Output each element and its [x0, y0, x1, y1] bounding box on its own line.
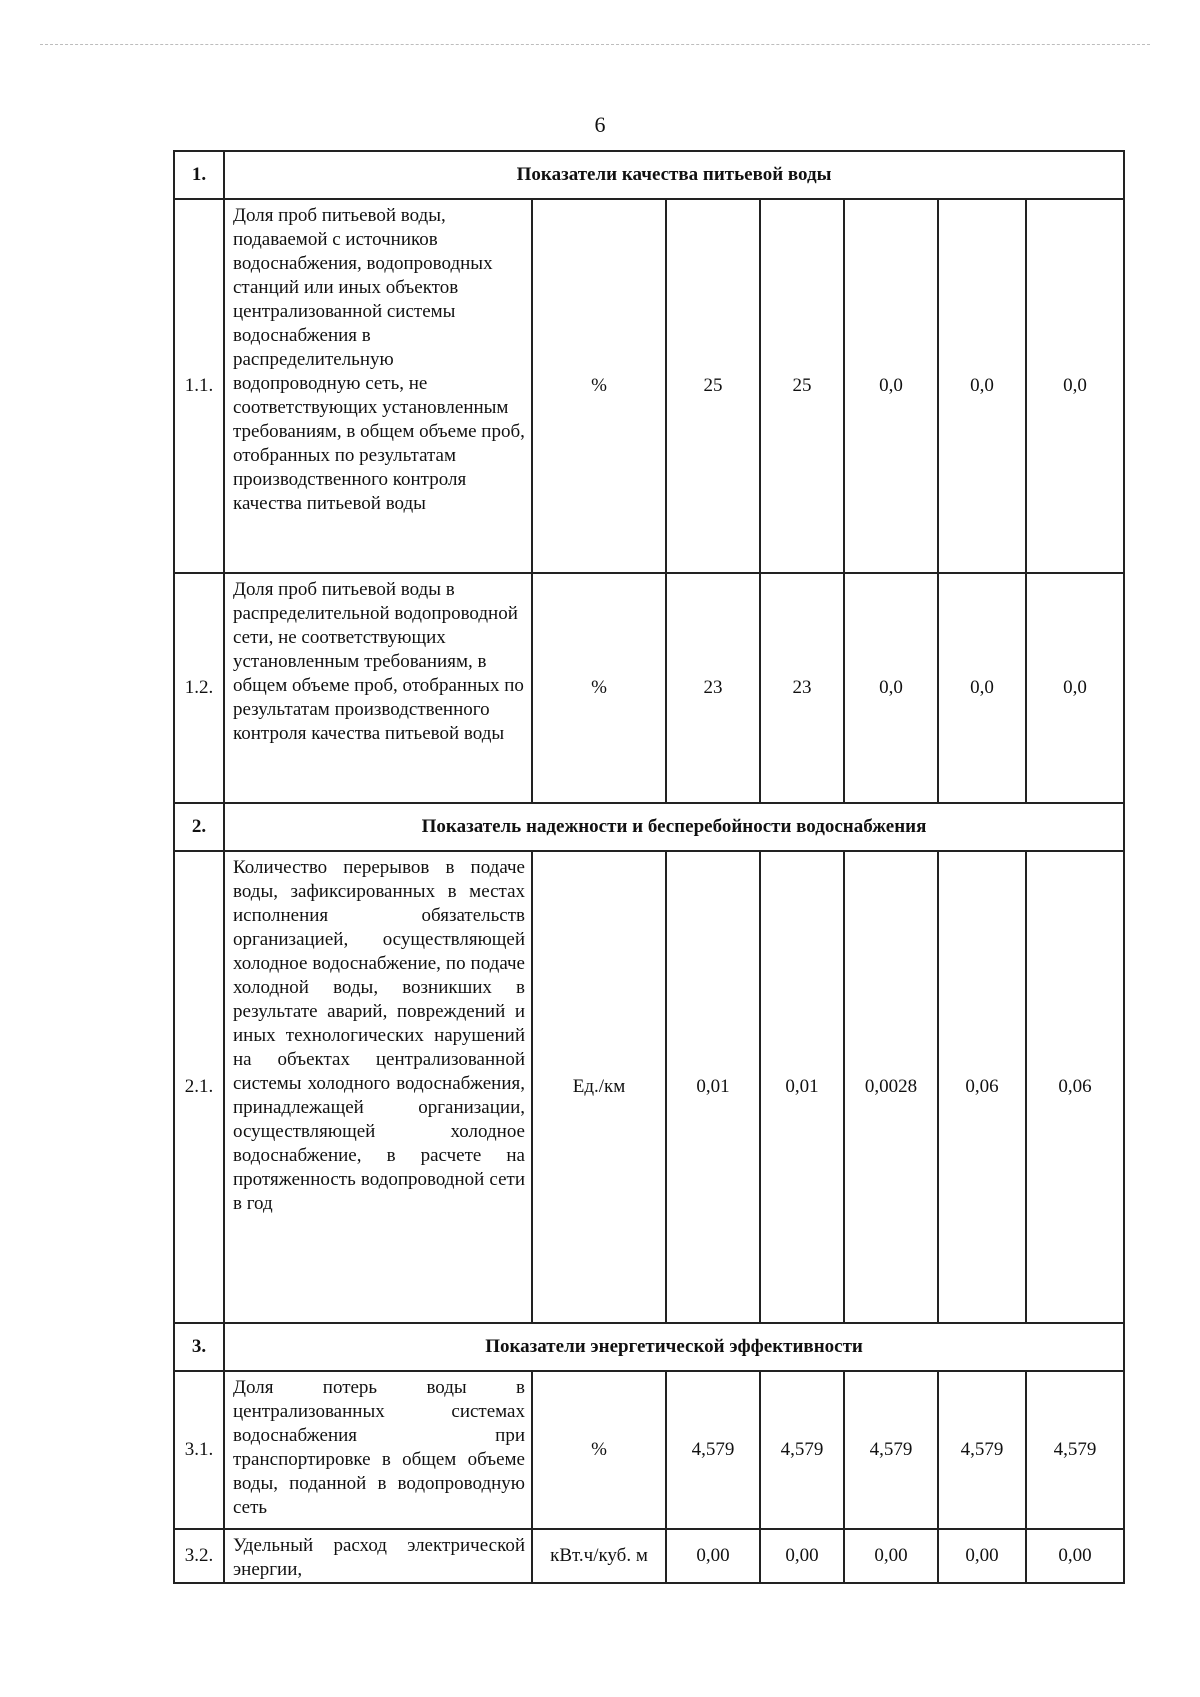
- value-cell: 0,01: [666, 851, 760, 1323]
- indicators-table: [173, 150, 1125, 1584]
- indicator-description: Количество перерывов в подаче воды, зафиксированных в местах исполнения обязательств организацией, осуществляющей холодное водоснабжение, по подаче холодной воды, возникших в результате аварий, повреждений и иных технологических нарушений на объектах централизованной системы холодного водоснабжения, принадлежащей организации, осуществляющей холодное водоснабжение, в расчете на протяженность водопроводной сети в год: [224, 851, 532, 1323]
- page-number: 6: [594, 112, 606, 137]
- value-cell: 23: [666, 573, 760, 803]
- row-number: 3.1.: [174, 1371, 224, 1529]
- value-cell: 0,06: [938, 851, 1026, 1323]
- section-row-water-quality: [174, 151, 1124, 199]
- value-cell: 0,00: [666, 1529, 760, 1583]
- value-cell: 4,579: [938, 1371, 1026, 1529]
- table-row: [174, 1371, 1124, 1529]
- table-row: [174, 573, 1124, 803]
- value-cell: 4,579: [844, 1371, 938, 1529]
- unit-cell: %: [532, 573, 666, 803]
- row-number: 1.2.: [174, 573, 224, 803]
- row-number: 1.1.: [174, 199, 224, 573]
- section-title: Показатели энергетической эффективности: [224, 1323, 1124, 1371]
- section-number: 3.: [174, 1323, 224, 1371]
- section-row-energy-efficiency: [174, 1323, 1124, 1371]
- value-cell: 0,00: [938, 1529, 1026, 1583]
- indicator-description: Доля проб питьевой воды в распределительной водопроводной сети, не соответствующих установленным требованиям, в общем объеме проб, отобранных по результатам производственного контроля качества питьевой воды: [224, 573, 532, 803]
- indicator-description: Доля проб питьевой воды, подаваемой с источников водоснабжения, водопроводных станций или иных объектов централизованной системы водоснабжения в распределительную водопроводную сеть, не соответствующих установленным требованиям, в общем объеме проб, отобранных по результатам производственного контроля качества питьевой воды: [224, 199, 532, 573]
- indicator-description: Удельный расход электрической энергии,: [224, 1529, 532, 1583]
- row-number: 3.2.: [174, 1529, 224, 1583]
- value-cell: 23: [760, 573, 844, 803]
- value-cell: 25: [666, 199, 760, 573]
- value-cell: 0,0: [938, 199, 1026, 573]
- value-cell: 4,579: [666, 1371, 760, 1529]
- value-cell: 0,0: [1026, 199, 1124, 573]
- value-cell: 0,0028: [844, 851, 938, 1323]
- section-number: 2.: [174, 803, 224, 851]
- unit-cell: кВт.ч/куб. м: [532, 1529, 666, 1583]
- row-number: 2.1.: [174, 851, 224, 1323]
- indicator-description: Доля потерь воды в централизованных системах водоснабжения при транспортировке в общем объеме воды, поданной в водопроводную сеть: [224, 1371, 532, 1529]
- value-cell: 4,579: [760, 1371, 844, 1529]
- table-row: [174, 851, 1124, 1323]
- section-row-reliability: [174, 803, 1124, 851]
- value-cell: 0,0: [844, 199, 938, 573]
- section-title: Показатель надежности и бесперебойности водоснабжения: [224, 803, 1124, 851]
- value-cell: 0,0: [938, 573, 1026, 803]
- value-cell: 0,00: [1026, 1529, 1124, 1583]
- unit-cell: Ед./км: [532, 851, 666, 1323]
- value-cell: 0,0: [1026, 573, 1124, 803]
- value-cell: 0,06: [1026, 851, 1124, 1323]
- value-cell: 25: [760, 199, 844, 573]
- unit-cell: %: [532, 1371, 666, 1529]
- section-title: Показатели качества питьевой воды: [224, 151, 1124, 199]
- value-cell: 0,00: [760, 1529, 844, 1583]
- value-cell: 4,579: [1026, 1371, 1124, 1529]
- value-cell: 0,0: [844, 573, 938, 803]
- scan-artifact-line: [40, 44, 1150, 45]
- unit-cell: %: [532, 199, 666, 573]
- value-cell: 0,00: [844, 1529, 938, 1583]
- section-number: 1.: [174, 151, 224, 199]
- table-row: [174, 199, 1124, 573]
- value-cell: 0,01: [760, 851, 844, 1323]
- table-row: [174, 1529, 1124, 1583]
